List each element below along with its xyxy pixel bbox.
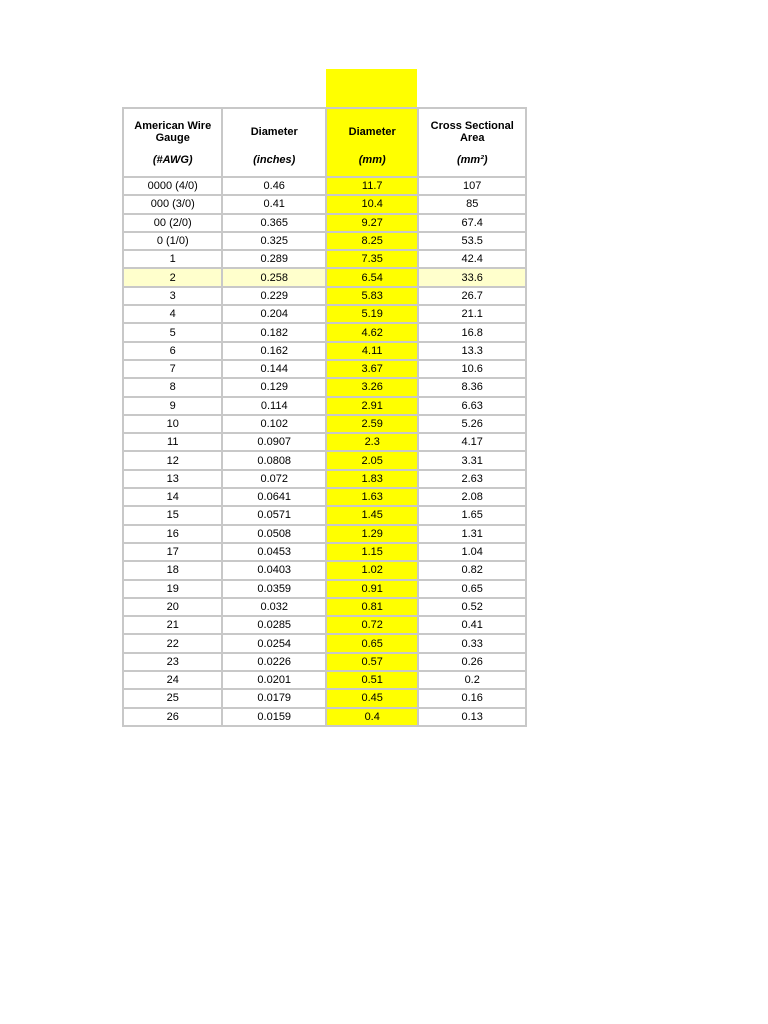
table-row — [123, 634, 526, 652]
table-row — [123, 323, 526, 341]
cell-diameter-inches: 0.0808 — [222, 451, 326, 469]
table-row — [123, 451, 526, 469]
cell-awg: 1 — [123, 250, 222, 268]
table-row — [123, 268, 526, 286]
table-row — [123, 506, 526, 524]
cell-diameter-mm: 2.3 — [326, 433, 418, 451]
cell-diameter-mm: 5.19 — [326, 305, 418, 323]
cell-awg: 10 — [123, 415, 222, 433]
header-unit: (inches) — [253, 154, 296, 166]
table-row — [123, 232, 526, 250]
table-row — [123, 433, 526, 451]
cell-diameter-mm: 1.45 — [326, 506, 418, 524]
cell-area-mm2: 2.08 — [418, 488, 526, 506]
cell-diameter-mm: 0.65 — [326, 634, 418, 652]
cell-diameter-mm: 1.83 — [326, 470, 418, 488]
cell-diameter-inches: 0.258 — [222, 268, 326, 286]
cell-area-mm2: 26.7 — [418, 287, 526, 305]
cell-area-mm2: 2.63 — [418, 470, 526, 488]
cell-area-mm2: 0.41 — [418, 616, 526, 634]
table-row — [123, 488, 526, 506]
cell-diameter-inches: 0.0508 — [222, 525, 326, 543]
cell-diameter-inches: 0.0359 — [222, 580, 326, 598]
cell-area-mm2: 1.31 — [418, 525, 526, 543]
cell-awg: 8 — [123, 378, 222, 396]
header-awg — [123, 108, 222, 177]
cell-awg: 9 — [123, 397, 222, 415]
table-row — [123, 525, 526, 543]
cell-diameter-mm: 11.7 — [326, 177, 418, 195]
cell-awg: 20 — [123, 598, 222, 616]
cell-awg: 18 — [123, 561, 222, 579]
cell-diameter-inches: 0.072 — [222, 470, 326, 488]
cell-awg: 25 — [123, 689, 222, 707]
table-row — [123, 214, 526, 232]
cell-awg: 6 — [123, 342, 222, 360]
cell-area-mm2: 85 — [418, 195, 526, 213]
table-row — [123, 708, 526, 726]
cell-area-mm2: 4.17 — [418, 433, 526, 451]
cell-diameter-mm: 0.51 — [326, 671, 418, 689]
cell-diameter-mm: 1.02 — [326, 561, 418, 579]
table-row — [123, 689, 526, 707]
cell-diameter-inches: 0.365 — [222, 214, 326, 232]
cell-awg: 11 — [123, 433, 222, 451]
cell-diameter-inches: 0.46 — [222, 177, 326, 195]
cell-diameter-inches: 0.0226 — [222, 653, 326, 671]
cell-diameter-mm: 8.25 — [326, 232, 418, 250]
cell-diameter-mm: 4.11 — [326, 342, 418, 360]
cell-awg: 0000 (4/0) — [123, 177, 222, 195]
cell-diameter-inches: 0.0159 — [222, 708, 326, 726]
cell-diameter-inches: 0.0907 — [222, 433, 326, 451]
cell-diameter-mm: 3.67 — [326, 360, 418, 378]
column-highlight-tab — [326, 69, 417, 109]
header-unit: (mm²) — [456, 154, 488, 166]
cell-awg: 4 — [123, 305, 222, 323]
cell-diameter-inches: 0.325 — [222, 232, 326, 250]
cell-awg: 21 — [123, 616, 222, 634]
cell-awg: 12 — [123, 451, 222, 469]
cell-diameter-mm: 9.27 — [326, 214, 418, 232]
header-unit: (mm) — [358, 154, 386, 166]
cell-diameter-mm: 0.57 — [326, 653, 418, 671]
cell-diameter-inches: 0.0179 — [222, 689, 326, 707]
table-row — [123, 671, 526, 689]
cell-area-mm2: 0.82 — [418, 561, 526, 579]
cell-area-mm2: 0.13 — [418, 708, 526, 726]
cell-diameter-inches: 0.0254 — [222, 634, 326, 652]
cell-diameter-mm: 5.83 — [326, 287, 418, 305]
header-title: Diameter — [250, 126, 298, 138]
cell-diameter-mm: 0.72 — [326, 616, 418, 634]
cell-diameter-inches: 0.0641 — [222, 488, 326, 506]
cell-area-mm2: 10.6 — [418, 360, 526, 378]
cell-diameter-mm: 2.05 — [326, 451, 418, 469]
table-row — [123, 470, 526, 488]
cell-diameter-mm: 10.4 — [326, 195, 418, 213]
cell-diameter-mm: 2.59 — [326, 415, 418, 433]
cell-awg: 23 — [123, 653, 222, 671]
cell-diameter-inches: 0.41 — [222, 195, 326, 213]
header-cross-sectional-area — [418, 108, 526, 177]
awg-wire-table — [122, 107, 527, 727]
cell-area-mm2: 53.5 — [418, 232, 526, 250]
header-unit: (#AWG) — [152, 154, 193, 166]
table-row — [123, 397, 526, 415]
cell-area-mm2: 6.63 — [418, 397, 526, 415]
cell-awg: 7 — [123, 360, 222, 378]
cell-awg: 14 — [123, 488, 222, 506]
cell-diameter-mm: 0.91 — [326, 580, 418, 598]
header-title: Cross Sectional Area — [430, 120, 514, 144]
table-row — [123, 250, 526, 268]
cell-diameter-inches: 0.144 — [222, 360, 326, 378]
cell-area-mm2: 13.3 — [418, 342, 526, 360]
cell-area-mm2: 1.65 — [418, 506, 526, 524]
cell-diameter-inches: 0.0201 — [222, 671, 326, 689]
table-row — [123, 543, 526, 561]
table-row — [123, 360, 526, 378]
cell-diameter-mm: 2.91 — [326, 397, 418, 415]
cell-awg: 26 — [123, 708, 222, 726]
cell-area-mm2: 3.31 — [418, 451, 526, 469]
cell-diameter-mm: 7.35 — [326, 250, 418, 268]
cell-diameter-mm: 0.81 — [326, 598, 418, 616]
header-diameter-mm — [326, 108, 418, 177]
cell-diameter-mm: 0.45 — [326, 689, 418, 707]
cell-diameter-inches: 0.129 — [222, 378, 326, 396]
cell-diameter-inches: 0.0403 — [222, 561, 326, 579]
table-row — [123, 616, 526, 634]
cell-awg: 5 — [123, 323, 222, 341]
cell-awg: 16 — [123, 525, 222, 543]
table-row — [123, 378, 526, 396]
cell-area-mm2: 107 — [418, 177, 526, 195]
cell-diameter-mm: 1.29 — [326, 525, 418, 543]
table-row — [123, 580, 526, 598]
cell-area-mm2: 0.52 — [418, 598, 526, 616]
cell-diameter-inches: 0.114 — [222, 397, 326, 415]
cell-diameter-mm: 4.62 — [326, 323, 418, 341]
cell-diameter-mm: 6.54 — [326, 268, 418, 286]
header-diameter-inches — [222, 108, 326, 177]
cell-diameter-mm: 1.63 — [326, 488, 418, 506]
cell-diameter-inches: 0.102 — [222, 415, 326, 433]
cell-awg: 13 — [123, 470, 222, 488]
table-row — [123, 561, 526, 579]
table-row — [123, 653, 526, 671]
cell-area-mm2: 0.16 — [418, 689, 526, 707]
cell-area-mm2: 0.33 — [418, 634, 526, 652]
cell-area-mm2: 1.04 — [418, 543, 526, 561]
cell-diameter-inches: 0.0453 — [222, 543, 326, 561]
cell-diameter-inches: 0.182 — [222, 323, 326, 341]
cell-awg: 15 — [123, 506, 222, 524]
cell-area-mm2: 0.26 — [418, 653, 526, 671]
cell-diameter-inches: 0.204 — [222, 305, 326, 323]
header-title: Diameter — [348, 126, 396, 138]
cell-diameter-inches: 0.0571 — [222, 506, 326, 524]
table-header-row — [123, 108, 526, 177]
cell-diameter-inches: 0.229 — [222, 287, 326, 305]
cell-awg: 22 — [123, 634, 222, 652]
cell-diameter-inches: 0.162 — [222, 342, 326, 360]
table-row — [123, 177, 526, 195]
cell-awg: 0 (1/0) — [123, 232, 222, 250]
table-row — [123, 305, 526, 323]
cell-awg: 2 — [123, 268, 222, 286]
cell-diameter-mm: 0.4 — [326, 708, 418, 726]
cell-awg: 24 — [123, 671, 222, 689]
table-row — [123, 342, 526, 360]
cell-area-mm2: 21.1 — [418, 305, 526, 323]
table-row — [123, 287, 526, 305]
header-title: American Wire Gauge — [134, 120, 212, 144]
cell-awg: 17 — [123, 543, 222, 561]
cell-area-mm2: 8.36 — [418, 378, 526, 396]
cell-area-mm2: 5.26 — [418, 415, 526, 433]
cell-area-mm2: 0.65 — [418, 580, 526, 598]
table-row — [123, 415, 526, 433]
cell-area-mm2: 0.2 — [418, 671, 526, 689]
cell-area-mm2: 42.4 — [418, 250, 526, 268]
table-row — [123, 195, 526, 213]
cell-awg: 000 (3/0) — [123, 195, 222, 213]
cell-diameter-inches: 0.032 — [222, 598, 326, 616]
cell-area-mm2: 16.8 — [418, 323, 526, 341]
cell-diameter-mm: 3.26 — [326, 378, 418, 396]
cell-area-mm2: 33.6 — [418, 268, 526, 286]
cell-diameter-inches: 0.289 — [222, 250, 326, 268]
table-row — [123, 598, 526, 616]
cell-area-mm2: 67.4 — [418, 214, 526, 232]
table-body — [123, 177, 526, 726]
cell-awg: 3 — [123, 287, 222, 305]
cell-awg: 00 (2/0) — [123, 214, 222, 232]
cell-diameter-inches: 0.0285 — [222, 616, 326, 634]
cell-awg: 19 — [123, 580, 222, 598]
cell-diameter-mm: 1.15 — [326, 543, 418, 561]
